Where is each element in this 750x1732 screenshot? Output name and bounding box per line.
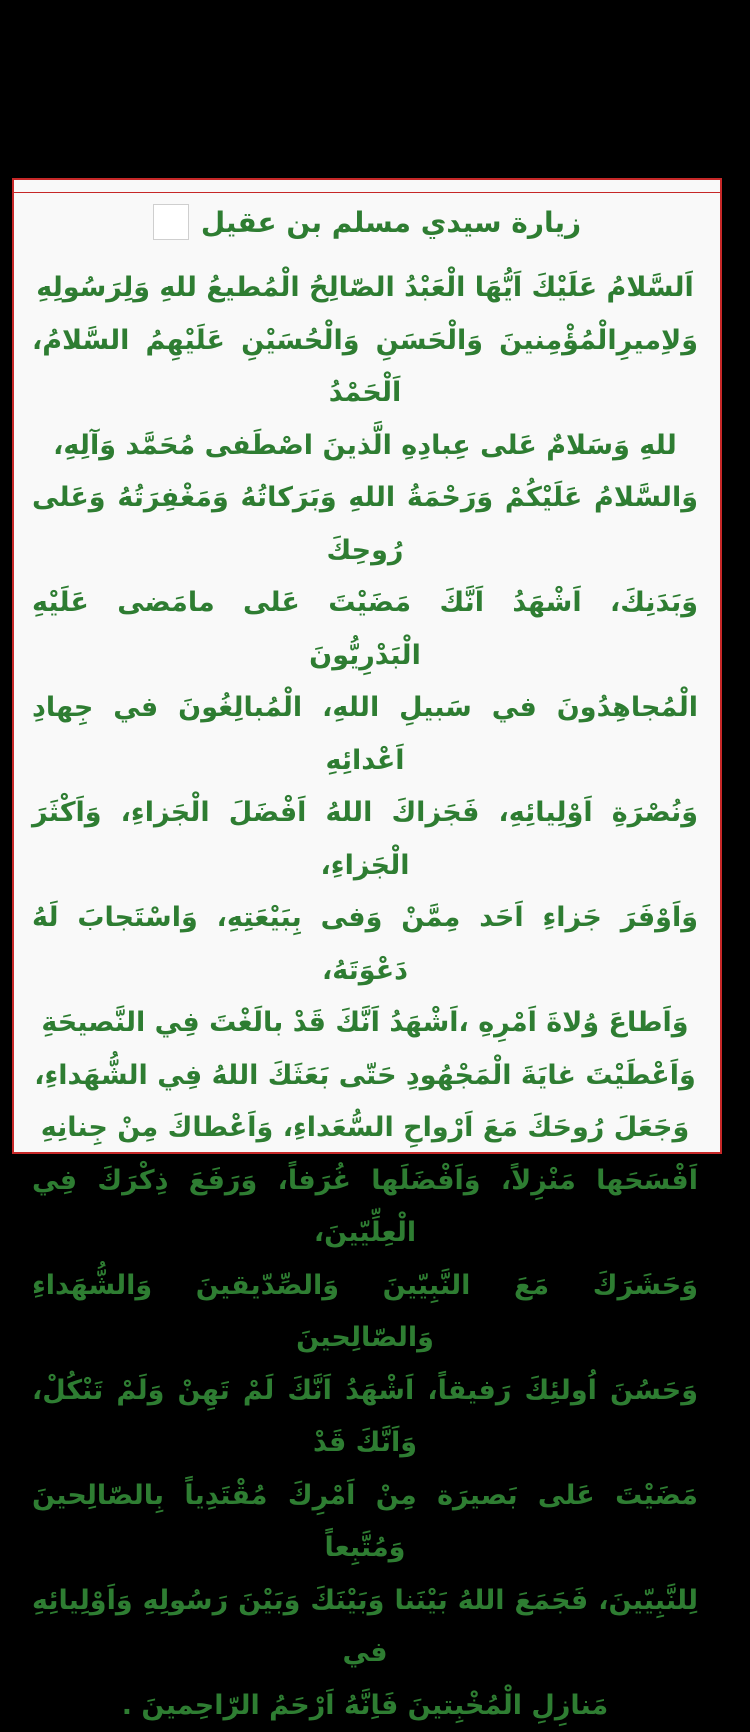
content-page xyxy=(12,178,722,1721)
prayer-text: اَلسَّلامُ عَلَيْكَ اَيُّهَا الْعَبْدُ الصّالِحُ الْمُطيعُ للهِ وَلِرَسُولِهِ وَلاِميرِالْمُؤْمِنينَ وَالْحَسَنِ وَالْحُسَيْنِ عَلَيْهِمُ السَّلامُ، اَلْحَمْدُ للهِ وَسَلامٌ عَلى عِبادِهِ الَّذينَ اصْطَفى مُحَمَّد وَآلِهِ، وَالسَّلامُ عَلَيْكُمْ وَرَحْمَةُ اللهِ وَبَرَكاتُهُ وَمَغْفِرَتُهُ وَعَلى رُوحِكَ وَبَدَنِكَ، اَشْهَدُ اَنَّكَ مَضَيْتَ عَلى مامَضى عَلَيْهِ الْبَدْرِيُّونَ الْمُجاهِدُونَ في سَبيلِ اللهِ، الْمُبالِغُونَ في جِهادِ اَعْدائِهِ وَنُصْرَةِ اَوْلِيائِهِ، فَجَزاكَ اللهُ اَفْضَلَ الْجَزاءِ، وَاَكْثَرَ الْجَزاءِ، وَاَوْفَرَ جَزاءِ اَحَد مِمَّنْ وَفى بِبَيْعَتِهِ، وَاسْتَجابَ لَهُ دَعْوَتَهُ، وَاَطاعَ وُلاةَ اَمْرِهِ ،اَشْهَدُ اَنَّكَ قَدْ بالَغْتَ فِي النَّصيحَةِ وَاَعْطَيْتَ غايَةَ الْمَجْهُودِ حَتّى بَعَثَكَ اللهُ فِي الشُّهَداءِ، وَجَعَلَ رُوحَكَ مَعَ اَرْواحِ السُّعَداءِ، وَاَعْطاكَ مِنْ جِنانِهِ اَفْسَحَها مَنْزِلاً، وَاَفْضَلَها غُرَفاً، وَرَفَعَ ذِكْرَكَ فِي الْعِلِّيّينَ، وَحَشَرَكَ مَعَ النَّبِيّينَ وَالصِّدّيقينَ وَالشُّهَداءِ وَالصّالِحينَ وَحَسُنَ اُولئِكَ رَفيقاً، اَشْهَدُ اَنَّكَ لَمْ تَهِنْ وَلَمْ تَنْكُلْ، وَاَنَّكَ قَدْ مَضَيْتَ عَلى بَصيرَة مِنْ اَمْرِكَ مُقْتَدِياً بِالصّالِحينَ وَمُتَّبِعاً لِلنَّبِيّينَ، فَجَمَعَ اللهُ بَيْنَنا وَبَيْنَكَ وَبَيْنَ رَسُولِهِ وَاَوْلِيائِهِ في مَنازِلِ الْمُخْبِتينَ فَاِنَّهُ اَرْحَمُ الرّاحِمينَ . xyxy=(32,272,698,1721)
page-title: زيارة سيدي مسلم بن عقيل xyxy=(200,205,582,239)
title-row xyxy=(14,204,720,240)
broken-image-icon xyxy=(153,204,189,240)
top-divider xyxy=(14,192,720,193)
